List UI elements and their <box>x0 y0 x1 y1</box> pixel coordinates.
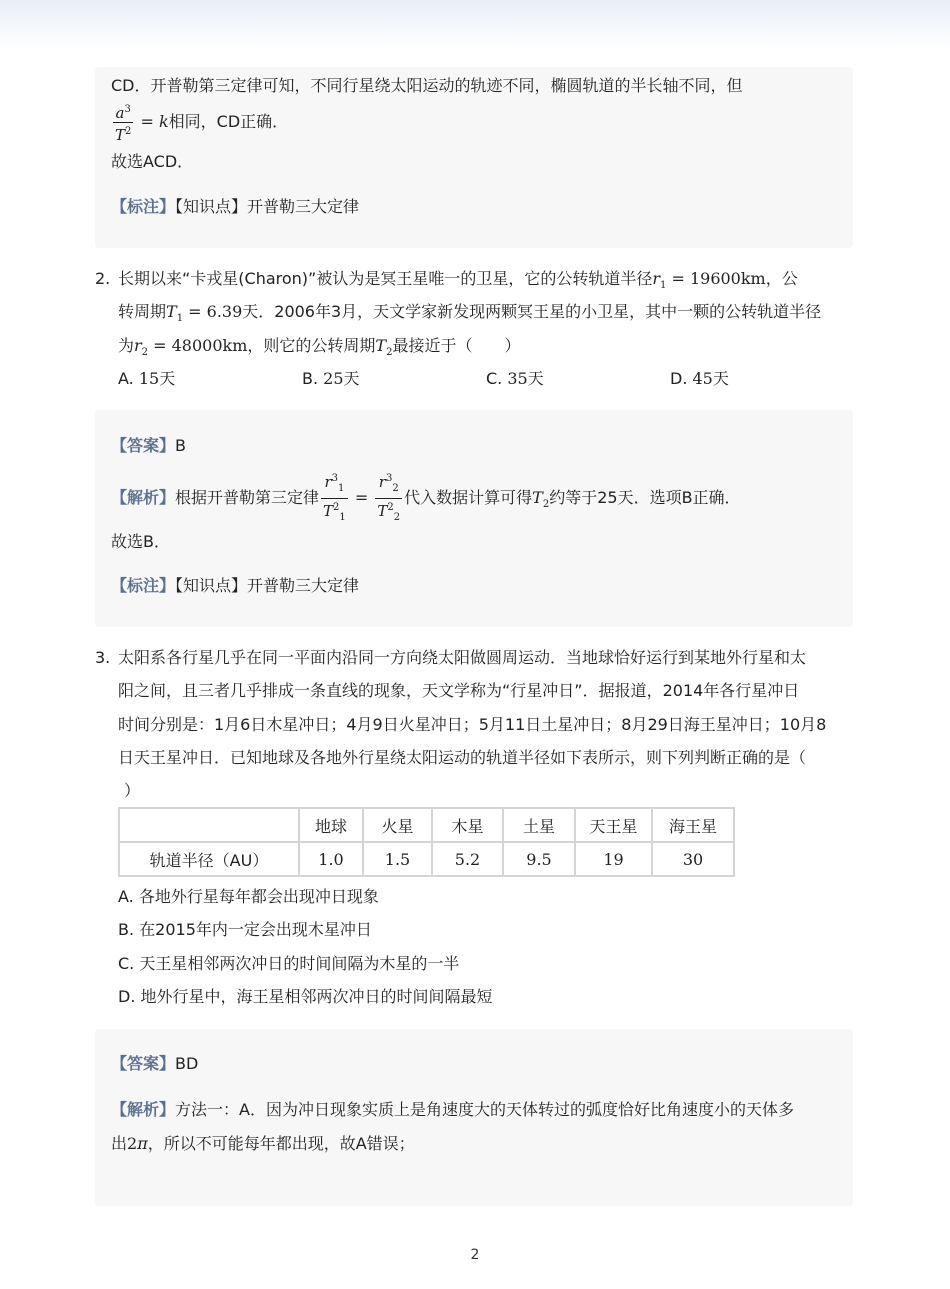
q3-answer <box>111 1053 198 1075</box>
q3-analysis-line2: 出2π，所以不可能每年都出现，故A错误； <box>111 1134 415 1153</box>
q3-option-c[interactable]: C. 天王星相邻两次冲日的时间间隔为木星的一半 <box>118 954 460 973</box>
prev-formula-tail: 相同，CD正确． <box>168 112 289 131</box>
table-cell: 1.5 <box>363 842 432 876</box>
q2-stem-line1: 长期以来“卡戎星(Charon)”被认为是冥王星唯一的卫星，它的公转轨道半径$r_1 = 19600km$，公 <box>118 269 798 292</box>
q2-option-a[interactable]: A. 15天 <box>118 369 176 388</box>
kepler-fraction-2: $\frac{r^3_2}{T^2_2}$ <box>375 470 402 527</box>
table-cell: 30 <box>652 842 734 876</box>
table-header-cell: 海王星 <box>652 808 734 842</box>
q3-option-a[interactable]: A. 各地外行星每年都会出现冲日现象 <box>118 887 379 906</box>
table-cell: 19 <box>575 842 652 876</box>
q2-option-d[interactable]: D. 45天 <box>670 369 729 388</box>
kepler-fraction: $\frac{a^3}{T^2}$ <box>113 101 133 144</box>
answer-tag: 【答案】 <box>111 436 176 455</box>
orbit-radius-table <box>118 807 735 877</box>
q3-option-b[interactable]: B. 在2015年内一定会出现木星冲日 <box>118 920 372 939</box>
table-header-cell: 地球 <box>299 808 363 842</box>
analysis-tag: 【解析】 <box>111 488 176 507</box>
q2-analysis: 【解析】根据开普勒第三定律 $\frac{r^3_1}{T^2_1}$ = $\frac{r^3_2}{T^2_2}$ 代入数据计算可得$T_2$约等于25天．选项B正确． <box>111 470 741 533</box>
answer-tag: 【答案】 <box>111 1054 176 1073</box>
answer-value: BD <box>175 1054 199 1073</box>
q2-conclusion: 故选B． <box>111 532 170 551</box>
table-header-cell: 土星 <box>503 808 575 842</box>
q3-analysis-line1: 【解析】方法一：A．因为冲日现象实质上是角速度大的天体转过的弧度恰好比角速度小的天体多 <box>111 1100 794 1119</box>
table-header-row <box>119 808 734 842</box>
q2-option-b[interactable]: B. 25天 <box>302 369 360 388</box>
q2-note <box>111 575 359 597</box>
table-cell: 5.2 <box>432 842 503 876</box>
analysis-tag: 【解析】 <box>111 1100 176 1119</box>
table-header-cell: 木星 <box>432 808 503 842</box>
prev-note <box>111 196 359 218</box>
table-header-cell: 火星 <box>363 808 432 842</box>
note-tag: 【标注】 <box>111 197 176 216</box>
page-number: 2 <box>470 1247 480 1263</box>
table-header-cell <box>119 808 299 842</box>
q2-stem-line3: 为$r_2 = 48000km$，则它的公转周期$T_2$最接近于（ ） <box>118 336 521 359</box>
q3-stem-line5: ） <box>124 781 141 800</box>
q3-stem-line2: 阳之间，且三者几乎排成一条直线的现象，天文学称为“行星冲日”．据报道，2014年各行星冲日 <box>118 681 800 700</box>
kepler-fraction-1: $\frac{r^3_1}{T^2_1}$ <box>321 470 348 527</box>
table-cell: 1.0 <box>299 842 363 876</box>
q3-stem-line3: 时间分别是：1月6日木星冲日；4月9日火星冲日；5月11日土星冲日；8月29日海王星冲日；10月8 <box>118 715 827 734</box>
note-tag: 【标注】 <box>111 576 176 595</box>
q3-option-d[interactable]: D. 地外行星中，海王星相邻两次冲日的时间间隔最短 <box>118 987 493 1006</box>
table-row <box>119 842 734 876</box>
prev-analysis-formula: $\frac{a^3}{T^2}$ = k相同，CD正确． <box>111 100 288 144</box>
header-band <box>0 0 950 50</box>
q3-stem-line1: 太阳系各行星几乎在同一平面内沿同一方向绕太阳做圆周运动．当地球恰好运行到某地外行星和太 <box>118 648 807 667</box>
table-cell: 9.5 <box>503 842 575 876</box>
q2-number: 2. <box>95 269 111 288</box>
note-text: 【知识点】开普勒三大定律 <box>175 576 360 595</box>
q3-stem-line4: 日天王星冲日．已知地球及各地外行星绕太阳运动的轨道半径如下表所示，则下列判断正确的是（ <box>118 748 807 767</box>
q3-number: 3. <box>95 648 111 667</box>
answer-value: B <box>175 436 186 455</box>
note-text: 【知识点】开普勒三大定律 <box>175 197 360 216</box>
q2-answer <box>111 435 186 457</box>
prev-conclusion: 故选ACD． <box>111 152 194 171</box>
q2-stem-line2: 转周期$T_1 = 6.39$天．2006年3月，天文学家新发现两颗冥王星的小卫星，其中一颗的公转轨道半径 <box>118 302 822 325</box>
q2-option-c[interactable]: C. 35天 <box>486 369 544 388</box>
table-header-cell: 天王星 <box>575 808 652 842</box>
table-row-label: 轨道半径（AU） <box>119 842 299 876</box>
prev-analysis-line1: CD．开普勒第三定律可知，不同行星绕太阳运动的轨迹不同，椭圆轨道的半长轴不同，但 <box>111 76 743 95</box>
